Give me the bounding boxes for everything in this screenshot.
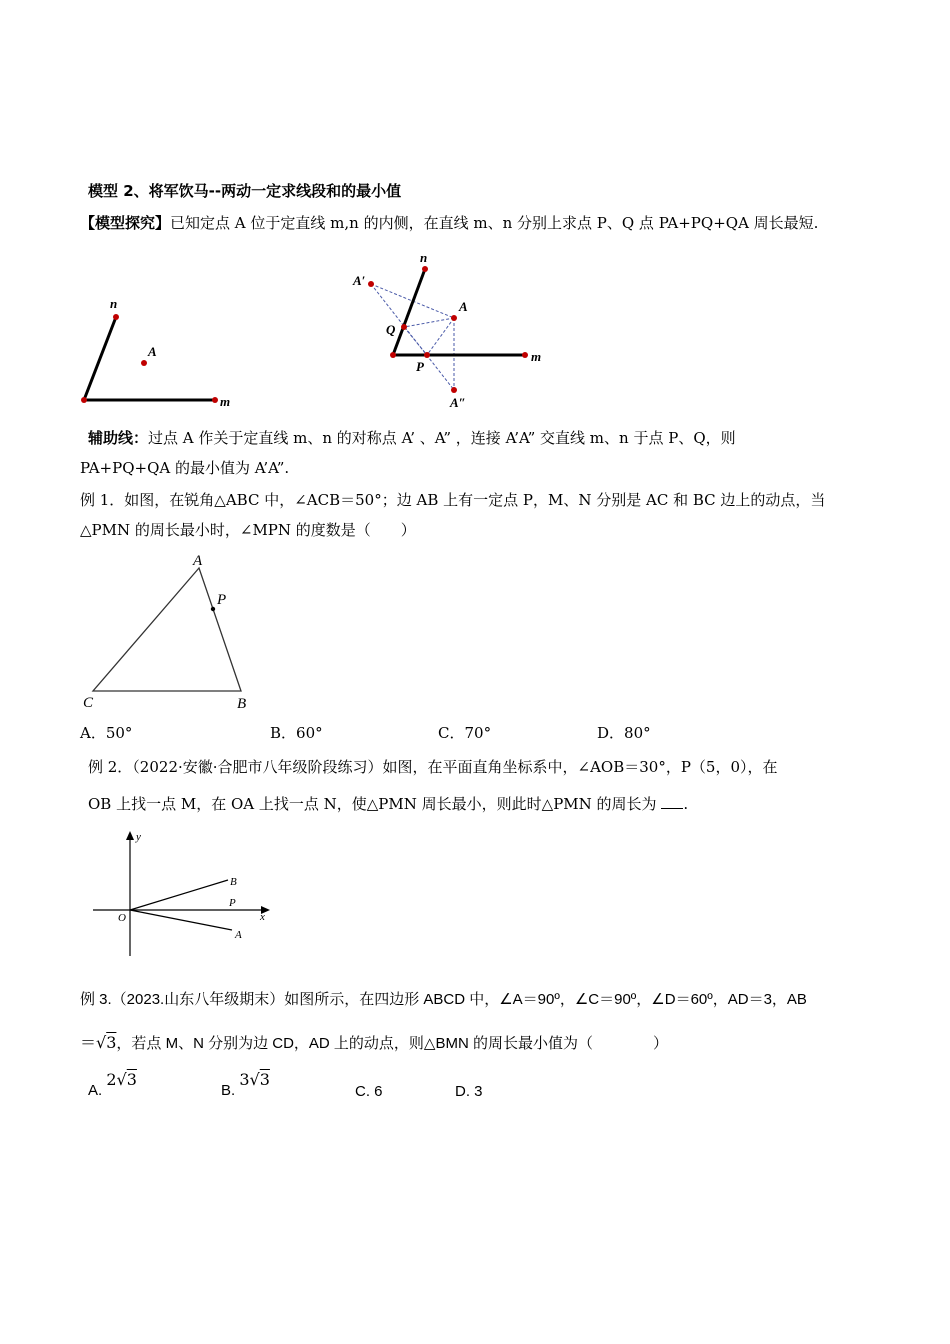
section-title: 模型 2、将军饮马--两动一定求线段和的最小值 <box>88 182 402 200</box>
explore-text: 已知定点 A 位于定直线 m,n 的内侧，在直线 m、n 分别上求点 P、Q 点 PA+PQ+QA 周长最短. <box>170 214 819 232</box>
label-B: B <box>230 876 237 888</box>
example-3-line-2 <box>80 1033 668 1054</box>
example-3-option-a: A. 2√3 <box>88 1070 137 1099</box>
model-figure-2 <box>345 250 555 415</box>
example-2-coordinate-figure <box>88 826 288 961</box>
label-P: P <box>217 592 227 608</box>
example-3-option-b: B. 3√3 <box>221 1070 270 1099</box>
label-O: O <box>118 912 126 924</box>
option-a-value: 2√3 <box>106 1070 137 1089</box>
example-2-line-1: 例 2．（2022·安徽·合肥市八年级阶段练习）如图，在平面直角坐标系中，∠AOB＝30°，P（5，0），在 <box>88 758 778 776</box>
sqrt-3: √3 <box>96 1033 117 1052</box>
label-n: n <box>110 296 118 311</box>
point-A-double-prime <box>451 387 457 393</box>
label-A-prime: A′ <box>353 273 366 288</box>
aux-line-1 <box>88 428 736 448</box>
example-1-option-d: D．80° <box>597 724 651 742</box>
label-B: B <box>237 696 247 712</box>
label-A: A <box>459 299 468 314</box>
example-2-line-2-text: OB 上找一点 M，在 OA 上找一点 N，使△PMN 周长最小，则此时△PMN 的周长为 <box>88 795 657 813</box>
example-1-line-1: 例 1．如图，在锐角△ABC 中，∠ACB＝50°；边 AB 上有一定点 P，M、N 分别是 AC 和 BC 边上的动点，当 <box>80 491 826 509</box>
example-1-option-b: B．60° <box>270 724 323 742</box>
label-Q: Q <box>386 322 396 337</box>
model-explore-line <box>80 213 818 233</box>
example-2-line-2-end: . <box>683 795 689 813</box>
point-Q <box>401 324 407 330</box>
axis-label-y: y <box>136 831 141 843</box>
example-1-option-c: C．70° <box>438 724 492 742</box>
option-b-value: 3√3 <box>239 1070 270 1089</box>
label-A: A <box>193 553 203 569</box>
label-A: A <box>148 344 157 359</box>
point-n-end <box>113 314 119 320</box>
aux-text: 过点 A 作关于定直线 m、n 的对称点 A’ 、A” ，连接 A’A” 交直线 m、n 于点 P、Q，则 <box>148 429 736 447</box>
point-P <box>424 352 430 358</box>
point-A <box>451 315 457 321</box>
example-3-line-2-text: ，若点 M、N 分别为边 CD，AD 上的动点，则△BMN 的周长最小值为（ ） <box>116 1035 668 1052</box>
example-1-line-2: △PMN 的周长最小时，∠MPN 的度数是（ ） <box>80 521 416 539</box>
point-m-end <box>212 397 218 403</box>
model-figure-1 <box>70 290 250 415</box>
point-P <box>211 607 215 611</box>
label-A-double-prime: A″ <box>450 395 466 410</box>
label-m: m <box>531 349 542 364</box>
aux-tag: 辅助线： <box>88 429 149 447</box>
example-3-option-d: D. 3 <box>455 1083 483 1100</box>
answer-blank[interactable] <box>661 794 683 809</box>
point-vertex <box>81 397 87 403</box>
point-A-prime <box>368 281 374 287</box>
equals-sign: ＝ <box>80 1033 97 1052</box>
label-n: n <box>420 250 428 265</box>
label-P: P <box>416 359 424 374</box>
label-m: m <box>220 394 231 409</box>
label-A: A <box>235 929 242 941</box>
example-1-option-a: A．50° <box>80 724 133 742</box>
example-2-line-2 <box>88 794 688 814</box>
axis-label-x: x <box>260 911 265 923</box>
point-A <box>141 360 147 366</box>
label-C: C <box>83 695 94 711</box>
aux-line-2: PA+PQ+QA 的最小值为 A’A”. <box>80 459 290 477</box>
example-3-option-c: C. 6 <box>355 1083 383 1100</box>
example-1-triangle-figure <box>75 550 265 715</box>
explore-tag: 【模型探究】 <box>80 214 171 232</box>
label-P: P <box>229 897 236 909</box>
example-3-line-1: 例 3.（2023.山东八年级期末）如图所示，在四边形 ABCD 中，∠A＝90º，∠C＝90º，∠D＝60º，AD＝3，AB <box>80 991 807 1008</box>
